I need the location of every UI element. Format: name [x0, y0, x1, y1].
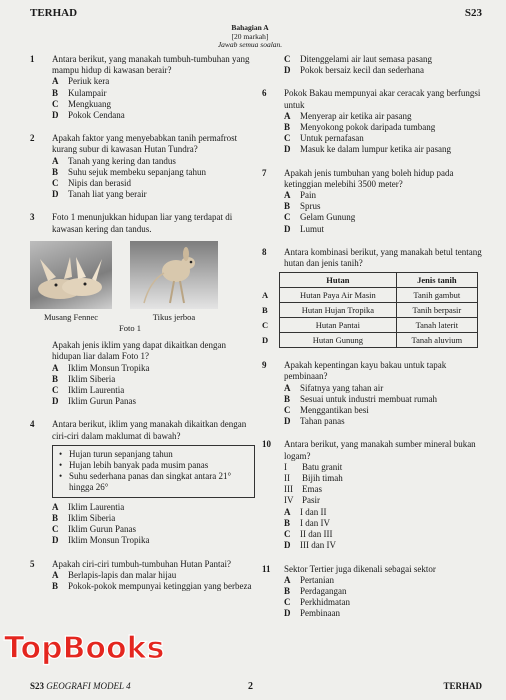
question-10 — [262, 439, 484, 551]
option-a[interactable]: A Periuk kera — [52, 76, 110, 87]
option-d[interactable]: D Iklim Gurun Panas — [52, 396, 136, 407]
question-8 — [262, 247, 484, 348]
option-b[interactable]: B Iklim Siberia — [52, 512, 116, 523]
question-number: 7 — [262, 167, 267, 178]
option-d[interactable]: D Masuk ke dalam lumpur ketika air pasang — [284, 144, 451, 155]
option-a[interactable]: A Berlapis-lapis dan malar hijau — [52, 569, 177, 580]
option-d[interactable]: D Tanah liat yang berair — [52, 189, 147, 200]
option-d[interactable]: D Lumut — [284, 223, 324, 234]
option-a[interactable]: A Pertanian — [284, 574, 334, 585]
option-a[interactable]: A Iklim Laurentia — [52, 501, 125, 512]
info-box-item: • Suhu sederhana panas dan singkat antara 21° hingga 26° — [59, 471, 232, 493]
table-row[interactable]: C Hutan Pantai Tanah laterit — [262, 318, 478, 333]
section-instruction: Jawab semua soalan. — [217, 40, 283, 49]
table-row[interactable]: D Hutan Gunung Tanah aluvium — [262, 333, 478, 348]
option-a[interactable]: A Sifatnya yang tahan air — [284, 382, 384, 393]
photo-caption: Tikus jerboa — [152, 311, 196, 322]
question-6 — [262, 88, 484, 155]
question-number: 6 — [262, 88, 267, 99]
table-header-row — [262, 273, 478, 288]
question-number: 10 — [262, 439, 271, 450]
roman-item: II Bijih timah — [284, 473, 343, 484]
section-title: Bahagian A — [231, 23, 269, 32]
option-b[interactable]: B Pokok-pokok mempunyai ketinggian yang berbeza — [52, 580, 252, 591]
option-d[interactable]: D III dan IV — [284, 540, 336, 551]
info-box-item: • Hujan turun sepanjang tahun — [59, 448, 173, 459]
question-11 — [262, 564, 484, 620]
question-3 — [30, 212, 255, 407]
option-c[interactable]: C Nipis dan berasid — [52, 178, 131, 189]
question-text: Antara berikut, yang manakah tumbuh-tumbuhan yang mampu hidup di kawasan berair? — [52, 54, 250, 76]
question-number: 8 — [262, 246, 267, 257]
table-header: Hutan — [280, 273, 397, 288]
question-number: 4 — [30, 419, 35, 430]
option-b[interactable]: B Iklim Siberia — [52, 373, 116, 384]
question-text: Pokok Bakau mempunyai akar ceracak yang berfungsi untuk — [284, 88, 481, 110]
question-4 — [30, 419, 255, 546]
question-number: 1 — [30, 54, 35, 64]
option-b[interactable]: B Menyokong pokok daripada tumbang — [284, 122, 436, 133]
roman-item: IV Pasir — [284, 495, 320, 506]
question-5 — [30, 559, 255, 593]
table-row[interactable]: B Hutan Hujan Tropika Tanih berpasir — [262, 303, 478, 318]
option-d[interactable]: D Pokok bersaiz kecil dan sederhana — [284, 65, 424, 76]
footer-confidential-label: TERHAD — [443, 680, 482, 691]
option-d[interactable]: D Iklim Monsun Tropika — [52, 535, 150, 546]
option-c[interactable]: C Mengkuang — [52, 98, 111, 109]
option-c[interactable]: C Perkhidmatan — [284, 597, 350, 608]
photo-row — [30, 241, 255, 323]
option-d[interactable]: D Pokok Cendana — [52, 110, 125, 121]
option-c[interactable]: C Iklim Gurun Panas — [52, 524, 136, 535]
fennec-fox-image — [30, 241, 112, 309]
option-a[interactable]: A Iklim Monsun Tropika — [52, 362, 150, 373]
roman-item: III Emas — [284, 484, 322, 495]
footer-model: GEOGRAFI MODEL 4 — [46, 680, 131, 691]
info-box — [52, 445, 255, 498]
question-number: 9 — [262, 360, 267, 371]
header-confidential-label: TERHAD — [30, 7, 78, 19]
option-c[interactable]: C II dan III — [284, 529, 333, 540]
option-a[interactable]: A Tanah yang kering dan tandus — [52, 155, 176, 166]
option-a[interactable]: A Pain — [284, 190, 317, 201]
question-number: 11 — [262, 563, 271, 574]
question-text: Apakah ciri-ciri tumbuh-tumbuhan Hutan Pantai? — [52, 558, 231, 569]
question-number: 2 — [30, 133, 35, 144]
question-text: Antara berikut, yang manakah sumber mineral bukan logam? — [284, 439, 476, 461]
option-b[interactable]: B Sprus — [284, 201, 321, 212]
question-text: Sektor Tertier juga dikenali sebagai sektor — [284, 563, 436, 574]
option-c[interactable]: C Iklim Laurentia — [52, 385, 125, 396]
option-c[interactable]: C Untuk pernafasan — [284, 133, 364, 144]
question-text: Apakah jenis tumbuhan yang boleh hidup pada ketinggian melebihi 3500 meter? — [284, 167, 454, 189]
option-b[interactable]: B Suhu sejuk membeku sepanjang tahun — [52, 166, 206, 177]
photo-caption: Musang Fennec — [43, 311, 99, 322]
option-c[interactable]: C Ditenggelami air laut semasa pasang — [284, 54, 432, 64]
question-text: Foto 1 menunjukkan hidupan liar yang terdapat di kawasan kering dan tandus. — [52, 212, 233, 234]
question-text: Antara kombinasi berikut, yang manakah betul tentang hutan dan jenis tanih? — [284, 246, 482, 269]
question-text: Apakah jenis iklim yang dapat dikaitkan dengan hidupan liar dalam Foto 1? — [52, 340, 226, 362]
option-d[interactable]: D Tahan panas — [284, 416, 345, 427]
question-7 — [262, 168, 484, 235]
right-column — [262, 54, 484, 632]
jerboa-image — [130, 241, 218, 309]
figure-label: Foto 1 — [119, 323, 141, 334]
option-b[interactable]: B Sesuai untuk industri membuat rumah — [284, 393, 437, 404]
topbooks-watermark-logo — [0, 626, 175, 668]
photo-fennec — [30, 241, 112, 323]
section-marks: [20 markah] — [231, 31, 269, 41]
forest-soil-table — [262, 272, 478, 348]
footer-code: S23 — [30, 680, 45, 691]
option-c[interactable]: C Menggantikan besi — [284, 405, 369, 416]
question-1 — [30, 54, 255, 121]
header-paper-code: S23 — [464, 7, 482, 19]
watermark-text: TopBooks — [4, 631, 165, 666]
section-heading — [195, 24, 305, 50]
footer-left — [30, 681, 131, 692]
question-text: Apakah faktor yang menyebabkan tanih permafrost kurang subur di kawasan Hutan Tundra? — [52, 133, 238, 155]
page-number: 2 — [248, 680, 253, 692]
table-row[interactable]: A Hutan Paya Air Masin Tanih gambut — [262, 288, 478, 303]
option-b[interactable]: B Kulampair — [52, 87, 107, 98]
question-number: 5 — [30, 558, 35, 569]
option-d[interactable]: D Pembinaan — [284, 608, 340, 619]
photo-jerboa — [130, 241, 218, 323]
option-b[interactable]: B Perdagangan — [284, 585, 347, 596]
option-c[interactable]: C Gelam Gunung — [284, 212, 356, 223]
question-5-continued — [262, 54, 484, 76]
left-column — [30, 54, 255, 604]
info-box-item: • Hujan lebih banyak pada musim panas — [59, 460, 209, 471]
roman-item: I Batu granit — [284, 461, 343, 472]
question-2 — [30, 133, 255, 200]
question-text: Antara berikut, iklim yang manakah dikaitkan dengan ciri-ciri dalam maklumat di bawah? — [52, 419, 247, 441]
option-b[interactable]: B I dan IV — [284, 517, 330, 528]
question-text: Apakah kepentingan kayu bakau untuk tapak pembinaan? — [284, 360, 447, 382]
question-9 — [262, 360, 484, 427]
question-number: 3 — [30, 212, 35, 223]
table-header: Jenis tanih — [396, 273, 477, 288]
option-a[interactable]: A I dan II — [284, 506, 327, 517]
option-a[interactable]: A Menyerap air ketika air pasang — [284, 110, 412, 121]
